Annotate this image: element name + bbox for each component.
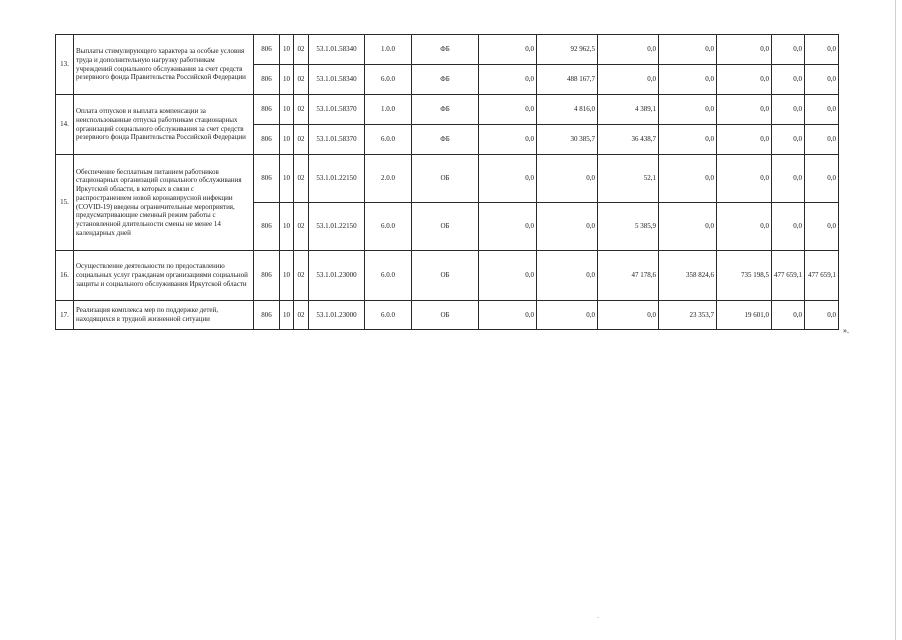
amount-cell: 0,0	[659, 203, 717, 251]
expense-type-code: 6.0.0	[365, 125, 412, 155]
page-edge-line	[895, 0, 896, 640]
amount-cell: 0,0	[479, 251, 537, 301]
amount-cell: 0,0	[805, 155, 839, 203]
section-code: 10	[280, 35, 294, 65]
expense-type-code: 1.0.0	[365, 35, 412, 65]
amount-cell: 0,0	[717, 35, 772, 65]
closing-quote-mark: ».	[843, 326, 849, 335]
amount-cell: 0,0	[479, 203, 537, 251]
amount-cell: 0,0	[717, 155, 772, 203]
amount-cell: 0,0	[717, 203, 772, 251]
row-number: 16.	[56, 251, 74, 301]
target-article-code: 53.1.01.22150	[309, 155, 365, 203]
funding-source: ОБ	[412, 203, 479, 251]
amount-cell: 0,0	[717, 95, 772, 125]
row-description: Выплаты стимулирующего характера за особые условия труда и дополнительную нагрузку работникам учреждений социального обслуживания за счет средств резервного фонда Правительства Российской Федерации	[74, 35, 254, 95]
table-row	[56, 301, 839, 330]
footer-dot: .	[597, 612, 599, 620]
amount-cell: 0,0	[479, 301, 537, 330]
amount-cell: 0,0	[598, 301, 659, 330]
grbs-code: 806	[254, 155, 280, 203]
table-row	[56, 251, 839, 301]
target-article-code: 53.1.01.58370	[309, 95, 365, 125]
amount-cell: 0,0	[717, 125, 772, 155]
funding-source: ОБ	[412, 301, 479, 330]
section-code: 10	[280, 155, 294, 203]
grbs-code: 806	[254, 95, 280, 125]
amount-cell: 0,0	[805, 125, 839, 155]
target-article-code: 53.1.01.58340	[309, 35, 365, 65]
subsection-code: 02	[294, 65, 309, 95]
funding-source: ФБ	[412, 125, 479, 155]
amount-cell: 0,0	[717, 65, 772, 95]
row-description: Оплата отпусков и выплата компенсации за неиспользованные отпуска работникам стационарных организаций социального обслуживания за счет средств резервного фонда Правительства Российской Федерации	[74, 95, 254, 155]
amount-cell: 0,0	[659, 125, 717, 155]
amount-cell: 0,0	[537, 301, 598, 330]
amount-cell: 0,0	[805, 95, 839, 125]
subsection-code: 02	[294, 95, 309, 125]
subsection-code: 02	[294, 203, 309, 251]
amount-cell: 0,0	[805, 65, 839, 95]
amount-cell: 477 659,1	[772, 251, 805, 301]
amount-cell: 735 198,5	[717, 251, 772, 301]
expense-type-code: 6.0.0	[365, 251, 412, 301]
amount-cell: 0,0	[479, 65, 537, 95]
amount-cell: 52,1	[598, 155, 659, 203]
amount-cell: 0,0	[772, 301, 805, 330]
subsection-code: 02	[294, 35, 309, 65]
grbs-code: 806	[254, 203, 280, 251]
amount-cell: 477 659,1	[805, 251, 839, 301]
subsection-code: 02	[294, 301, 309, 330]
amount-cell: 0,0	[479, 35, 537, 65]
row-description: Осуществление деятельности по предоставлению социальных услуг гражданам организациями социальной защиты и социального обслуживания Иркутской области	[74, 251, 254, 301]
subsection-code: 02	[294, 155, 309, 203]
funding-source: ОБ	[412, 155, 479, 203]
grbs-code: 806	[254, 125, 280, 155]
amount-cell: 0,0	[659, 155, 717, 203]
amount-cell: 0,0	[479, 155, 537, 203]
expense-type-code: 6.0.0	[365, 203, 412, 251]
amount-cell: 358 824,6	[659, 251, 717, 301]
amount-cell: 0,0	[537, 251, 598, 301]
amount-cell: 4 816,0	[537, 95, 598, 125]
row-number: 13.	[56, 35, 74, 95]
amount-cell: 488 167,7	[537, 65, 598, 95]
amount-cell: 0,0	[772, 203, 805, 251]
amount-cell: 5 385,9	[598, 203, 659, 251]
row-description: Обеспечение бесплатным питанием работников стационарных организаций социального обслуживания Иркутской области, в которых в связи с распространением новой коронавирусной инфекции (COVID-19) введены ограничительные мероприятия, предусматривающие сменный режим работы с установленной длительности смены не менее 14 календарных дней	[74, 155, 254, 251]
amount-cell: 0,0	[598, 65, 659, 95]
subsection-code: 02	[294, 251, 309, 301]
amount-cell: 0,0	[659, 35, 717, 65]
amount-cell: 0,0	[537, 203, 598, 251]
amount-cell: 0,0	[772, 125, 805, 155]
row-number: 17.	[56, 301, 74, 330]
table-row	[56, 95, 839, 125]
amount-cell: 36 438,7	[598, 125, 659, 155]
amount-cell: 47 178,6	[598, 251, 659, 301]
section-code: 10	[280, 125, 294, 155]
amount-cell: 92 962,5	[537, 35, 598, 65]
grbs-code: 806	[254, 35, 280, 65]
target-article-code: 53.1.01.22150	[309, 203, 365, 251]
amount-cell: 0,0	[537, 155, 598, 203]
funding-source: ФБ	[412, 95, 479, 125]
expense-type-code: 6.0.0	[365, 301, 412, 330]
amount-cell: 0,0	[659, 65, 717, 95]
section-code: 10	[280, 251, 294, 301]
amount-cell: 0,0	[659, 95, 717, 125]
row-description: Реализация комплекса мер по поддержке детей, находящихся в трудной жизненной ситуации	[74, 301, 254, 330]
row-number: 15.	[56, 155, 74, 251]
expense-type-code: 1.0.0	[365, 95, 412, 125]
budget-table	[55, 34, 839, 330]
target-article-code: 53.1.01.23000	[309, 251, 365, 301]
section-code: 10	[280, 95, 294, 125]
funding-source: ОБ	[412, 251, 479, 301]
row-number: 14.	[56, 95, 74, 155]
target-article-code: 53.1.01.58370	[309, 125, 365, 155]
amount-cell: 0,0	[805, 203, 839, 251]
funding-source: ФБ	[412, 65, 479, 95]
target-article-code: 53.1.01.23000	[309, 301, 365, 330]
table-row	[56, 35, 839, 65]
amount-cell: 30 385,7	[537, 125, 598, 155]
amount-cell: 23 353,7	[659, 301, 717, 330]
amount-cell: 19 601,0	[717, 301, 772, 330]
amount-cell: 4 389,1	[598, 95, 659, 125]
section-code: 10	[280, 203, 294, 251]
amount-cell: 0,0	[479, 95, 537, 125]
amount-cell: 0,0	[805, 301, 839, 330]
expense-type-code: 2.0.0	[365, 155, 412, 203]
expense-type-code: 6.0.0	[365, 65, 412, 95]
amount-cell: 0,0	[805, 35, 839, 65]
funding-source: ФБ	[412, 35, 479, 65]
subsection-code: 02	[294, 125, 309, 155]
amount-cell: 0,0	[772, 95, 805, 125]
grbs-code: 806	[254, 65, 280, 95]
section-code: 10	[280, 65, 294, 95]
amount-cell: 0,0	[772, 65, 805, 95]
amount-cell: 0,0	[772, 35, 805, 65]
amount-cell: 0,0	[479, 125, 537, 155]
amount-cell: 0,0	[772, 155, 805, 203]
amount-cell: 0,0	[598, 35, 659, 65]
target-article-code: 53.1.01.58340	[309, 65, 365, 95]
table-row	[56, 155, 839, 203]
grbs-code: 806	[254, 301, 280, 330]
grbs-code: 806	[254, 251, 280, 301]
section-code: 10	[280, 301, 294, 330]
